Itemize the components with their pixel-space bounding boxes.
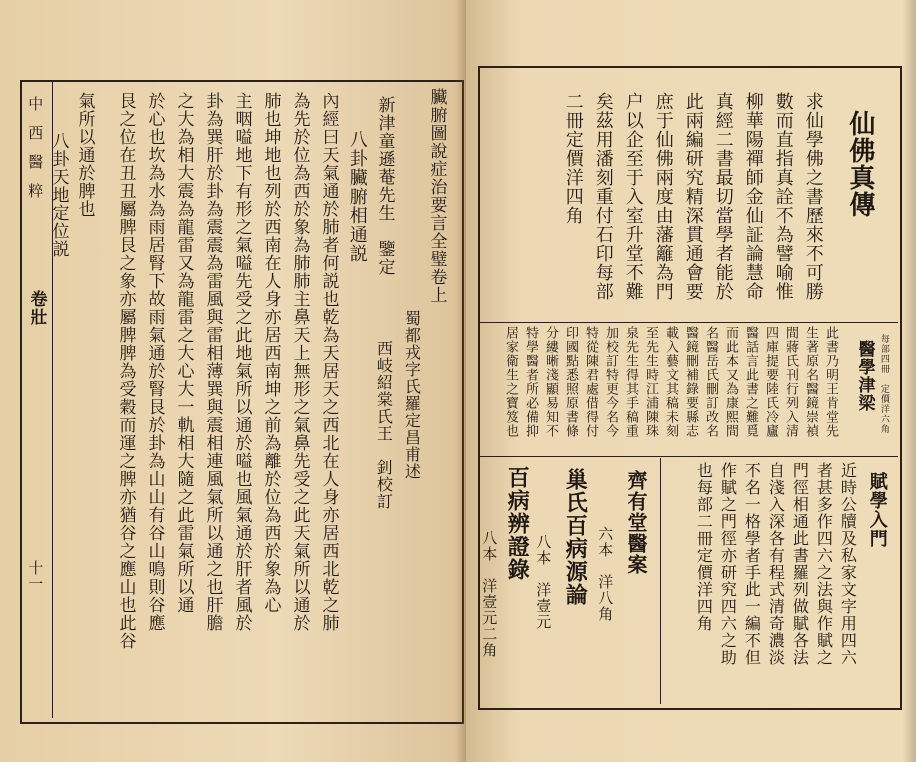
small-ad-price: 八本 洋壹元二角 (480, 530, 499, 658)
top-ad-title: 仙佛真傳 (844, 110, 875, 218)
middle-ad-title: 醫學津梁 (854, 340, 875, 412)
ad-column: 泉先生得其手稿重 (622, 326, 638, 438)
body-column: 內經曰天氣通於肺者何説也乾為天居天之西北在人身亦居西北乾之肺 (318, 92, 339, 632)
body-column: 肺也坤地也列於西南在人身亦居西南坤之前為離於位為西於象為心 (260, 92, 281, 614)
body-column: 為先於位為西於象為肺肺主鼻天上無形之氣鼻先受之此天氣所以通於 (289, 92, 310, 632)
ad-column: 近時公牘及私家文字用四六 (838, 462, 858, 666)
ad-column: 居家衛生之寶笈也 (502, 326, 518, 438)
bottom-column-divider (660, 458, 661, 704)
body-column: 艮之位在丑丑屬脾艮之象亦屬脾脾為受穀而運之脾亦猶谷之應山也此谷 (115, 92, 136, 650)
body-column: 主咽嗌地下有形之氣嗌先受之此地氣所以通於嗌也風氣通於肝者風於 (231, 92, 252, 632)
bottom-ad-title: 賦學入門 (866, 472, 888, 548)
margin-volume: 卷壯 (26, 290, 47, 326)
middle-ad-subtitle: 每部四冊 定價洋六角 (878, 334, 889, 434)
small-ad-title: 百病辨證錄 (504, 466, 531, 581)
top-section-divider (480, 322, 898, 323)
ad-column: 生著原名醫鏡崇禎 (802, 326, 818, 438)
ad-column: 户以企至于入室升堂不難 (622, 92, 644, 301)
ad-column: 不名一格學者手此一編不但 (742, 462, 762, 666)
ad-column: 分縷晰淺顯易知不 (542, 326, 558, 438)
page-edge-shadow (902, 0, 916, 762)
body-column: 卦為巽肝於卦為震震為雷風與雷相薄巽與震相連風氣所以通之也肝膽 (202, 92, 223, 632)
ad-column: 加校訂特更今名今 (602, 326, 618, 438)
small-ad-title: 齊有堂醫案 (624, 470, 648, 575)
margin-title: 中西醫粹 (26, 96, 45, 212)
ad-column: 四庫提要陸氏冷廬 (762, 326, 778, 438)
ad-column: 柳華陽禪師金仙証論慧命 (742, 92, 764, 301)
ad-column: 印國點悉照原書條 (562, 326, 578, 438)
ad-column: 醫話言此書之難覓 (742, 326, 758, 438)
top-advertisement (496, 92, 896, 320)
ad-column: 載入藝文其稿未刻 (662, 326, 678, 438)
bottom-advertisement (664, 462, 896, 702)
ad-column: 門徑相通此書羅列做賦各法 (790, 462, 810, 666)
ad-column: 至先生時江浦陳珠 (642, 326, 658, 438)
ad-column: 庶于仙佛兩度由藩籬為門 (652, 92, 674, 301)
middle-advertisement (482, 326, 896, 454)
small-ad-price: 六本 洋八角 (596, 526, 615, 622)
ad-column: 矣茲用潘刻重付石印每部 (592, 92, 614, 301)
ad-column: 名醫岳氏刪訂改名 (702, 326, 718, 438)
ad-column: 此兩編研究精深貫通會要 (682, 92, 704, 301)
ad-column: 而此本又為康熙間 (722, 326, 738, 438)
ad-column: 數而直指真詮不為譬喻惟 (772, 92, 794, 301)
ad-column: 求仙學佛之書歷來不可勝 (802, 92, 824, 301)
ad-column: 二冊定價洋四角 (562, 92, 584, 225)
editor-line: 新津童遜菴先生 鑒定 (374, 96, 395, 276)
author-line: 蜀都戎字氏羅定昌甫述 (402, 310, 422, 480)
body-column: 於心也坎為水為雨居腎下故雨氣通於腎艮於卦為山山有谷山鳴則谷應 (144, 92, 165, 632)
right-page (466, 0, 916, 762)
sub-section-text: 氣所以通於脾也 (74, 92, 95, 218)
ad-column: 醫鏡刪補錄要縣志 (682, 326, 698, 438)
bottom-section-divider (480, 456, 898, 457)
small-ad-price: 八本 洋壹元 (534, 534, 553, 630)
ad-column: 此書乃明王肯堂先 (822, 326, 838, 438)
ad-column: 自淺入深各有程式清奇濃淡 (766, 462, 786, 666)
body-text (96, 92, 346, 712)
ad-column: 真經二書最切當學者能於 (712, 92, 734, 301)
margin-folio: 十一 (26, 560, 45, 592)
ad-column: 特從陳君處借得付 (582, 326, 598, 438)
body-column: 之大為相大震為龍雷又為龍雷之大心大一軌相大隨之此雷氣所以通 (173, 92, 194, 614)
corrector-line: 西岐紹棠氏王 釗校訂 (374, 340, 394, 510)
section-title: 八卦臟腑相通説 (346, 130, 368, 263)
book-title: 臟腑圖說症治要言全璧卷上 (426, 88, 447, 304)
ad-column: 作賦之門徑亦研究四六之助 (718, 462, 738, 666)
small-advertisements (480, 462, 658, 702)
small-ad-title: 巢氏百病源論 (562, 468, 589, 606)
ad-column: 者甚多作四六之法與作賦之 (814, 462, 834, 666)
ad-column: 也每部二冊定價洋四角 (694, 462, 714, 632)
ad-column: 間蔣氏刊行列入清 (782, 326, 798, 438)
sub-section-title: 八卦天地定位説 (48, 132, 69, 258)
ad-column: 特學醫者所必備抑 (522, 326, 538, 438)
